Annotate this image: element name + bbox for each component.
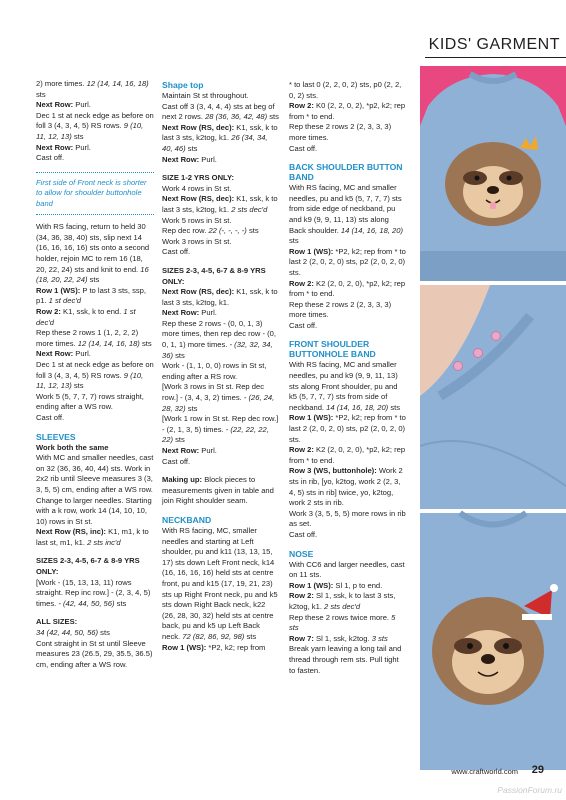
- paragraph: Work both the same With MC and smaller needles, cast on 32 (36, 36, 40, 44) sts. Work in 2x2 rib until Sleeve measures 3 (3, 3, 5, 5) cm, ending after a WS row. Change to larger needles. Starting with a k row, work 14 (14, 10, 10, 10) rows in St st. Next Row (RS, inc): K1, m1, k to last st, m1, k1. 2 sts inc'd: [36, 442, 154, 547]
- photo-shoulder-buttons: [420, 285, 566, 509]
- paragraph: ALL SIZES: 34 (42, 44, 50, 56) sts Cont straight in St st until Sleeve measures 23 (26.5, 29, 35.5, 36.5) cm, ending after a WS row.: [36, 617, 153, 669]
- section-title-shape-top: Shape top: [162, 80, 204, 90]
- section-title-nose: NOSE: [289, 548, 314, 559]
- section-title-back-shoulder: BACK SHOULDER BUTTON BAND: [289, 162, 403, 183]
- paragraph: 2) more times. 12 (14, 14, 16, 18) sts Next Row: Purl. Dec 1 st at neck edge as before on foll 3 (4, 3, 4, 5) RS rows. 9 (10, 11, 12, 13) sts Next Row: Purl. Cast off.: [36, 79, 154, 163]
- column-3: [289, 80, 407, 684]
- paragraph: With CC6 and larger needles, cast on 11 sts. Row 1 (WS): Sl 1, p to end. Row 2: Sl 1, ssk, k to last 3 sts, k2tog, k1. 2 sts dec'd Rep these 2 rows twice more. 5 sts Row 7: Sl 1, ssk, k2tog. 3 sts Break yarn leaving a long tail and thread through rem sts. Pull tight to fasten.: [289, 559, 405, 675]
- photo-sloth-jumper-front: [420, 66, 566, 281]
- paragraph: With RS facing, return to held 30 (34, 36, 38, 40) sts, slip next 14 (16, 16, 16, 16) sts onto a second holder, rejoin MC to rem 16 (18, 20, 22, 24) sts and knit to end. 16 (18, 20, 22, 24) sts Row 1 (WS): P to last 3 sts, ssp, p1. 1 st dec'd Row 2: K1, ssk, k to end. 1 st dec'd Rep these 2 rows 1 (1, 2, 2, 2) more times. 12 (14, 14, 16, 18) sts Next Row: Purl. Dec 1 st at neck edge as before on foll 3 (4, 3, 4, 5) RS rows. 9 (10, 11, 12, 13) sts Work 5 (5, 7, 7, 7) rows straight, ending after a WS row. Cast off.: [36, 222, 154, 422]
- section-title-sleeves: SLEEVES: [36, 431, 76, 442]
- callout-note: First side of Front neck is shorter to allow for shoulder buttonhole band: [36, 172, 154, 216]
- photo-sloth-santa-hat: [420, 513, 566, 770]
- paragraph: With RS facing, MC and smaller needles, pu and k5 (5, 7, 7, 7) sts from side edge of neckband, pu and k9 (9, 9, 11, 13) sts along Back shoulder. 14 (14, 16, 18, 20) sts Row 1 (WS): *P2, k2; rep from * to last 2 (2, 0, 2, 0) sts, p2 (2, 0, 2, 0) sts. Row 2: K2 (2, 0, 2, 0), *p2, k2; rep from * to end. Rep these 2 rows 2 (2, 3, 3, 3) more times. Cast off.: [289, 183, 406, 330]
- column-2: [162, 80, 280, 661]
- watermark: PassionForum.ru: [497, 785, 562, 795]
- paragraph: SIZE 1-2 YRS ONLY: Work 4 rows in St st. Next Row (RS, dec): K1, ssk, k to last 3 sts, k2tog, k1. 2 sts dec'd Work 5 rows in St st. Rep dec row. 22 (-, -, -, -) sts Work 3 rows in St st. Cast off.: [162, 173, 278, 257]
- paragraph: SIZES 2-3, 4-5, 6-7 & 8-9 YRS ONLY: Next Row (RS, dec): K1, ssk, k to last 3 sts, k2tog, k1. Next Row: Purl. Rep these 2 rows - (0, 0, 1, 3) more times, then rep dec row - (0, 0, 1, 1) more times. - (32, 32, 34, 36) sts Work - (1, 1, 0, 0) rows in St st, ending after a RS row. [Work 3 rows in St st. Rep dec row.] - (3, 4, 3, 2) times. - (26, 24, 28, 32) sts [Work 1 row in St st. Rep dec row.] - (2, 1, 3, 5) times. - (22, 22, 22, 22) sts Next Row: Purl. Cast off.: [162, 265, 279, 466]
- sloth-jumper-photos: [420, 66, 566, 770]
- photo-strip: [420, 66, 566, 770]
- header-rule: [425, 57, 566, 58]
- footer-url: www.craftworld.com: [451, 767, 518, 776]
- section-header: KIDS' GARMENT: [428, 36, 560, 53]
- paragraph: With RS facing, MC and smaller needles, pu and k9 (9, 9, 11, 13) sts along Front shoulder, pu and k5 (5, 7, 7, 7) sts from side of neckband. 14 (14, 16, 18, 20) sts Row 1 (WS): *P2, k2; rep from * to last 2 (2, 0, 2, 0) sts, p2 (2, 0, 2, 0) sts. Row 2: K2 (2, 0, 2, 0), *p2, k2; rep from * to end. Row 3 (WS, buttonhole): Work 2 sts in rib, [yo, k2tog, work 2 (2, 3, 4, 5) sts in rib] twice, yo, k2tog, work 2 sts in rib. Work 3 (3, 5, 5, 5) more rows in rib as set. Cast off.: [289, 360, 406, 539]
- column-1: [36, 79, 154, 678]
- section-title-front-shoulder: FRONT SHOULDER BUTTONHOLE BAND: [289, 339, 376, 360]
- paragraph: With RS facing, MC, smaller needles and starting at Left shoulder, pu and k11 (13, 13, 15, 17) sts down Left Front neck, k14 (16, 16, 16, 16) held sts at centre front, pu and k15 (17, 19, 21, 23) sts up Right Front neck, pu and k5 sts down Right Back neck, k22 (26, 28, 30, 32) held sts at centre back, pu and k5 up Left Back neck. 72 (82, 86, 92, 98) sts Row 1 (WS): *P2, k2; rep from: [162, 525, 278, 652]
- paragraph: Making up: Block pieces to measurements given in table and join Right shoulder seam.: [162, 475, 274, 506]
- paragraph: * to last 0 (2, 2, 0, 2) sts, p0 (2, 2, 0, 2) sts. Row 2: K0 (2, 2, 0, 2), *p2, k2; rep from * to end. Rep these 2 rows 2 (2, 3, 3, 3) more times. Cast off.: [289, 80, 406, 153]
- paragraph: SIZES 2-3, 4-5, 6-7 & 8-9 YRS ONLY: [Work - (15, 13, 13, 11) rows straight. Rep inc row.] - (2, 3, 4, 5) times. - (42, 44, 50, 56) sts: [36, 556, 151, 608]
- section-title-neckband: NECKBAND: [162, 514, 212, 525]
- paragraph: Maintain St st throughout. Cast off 3 (3, 4, 4, 4) sts at beg of next 2 rows. 28 (36, 36, 42, 48) sts Next Row (RS, dec): K1, ssk, k to last 3 sts, k2tog, k1. 26 (34, 34, 40, 46) sts Next Row: Purl.: [162, 91, 279, 164]
- page-number: 29: [531, 764, 544, 776]
